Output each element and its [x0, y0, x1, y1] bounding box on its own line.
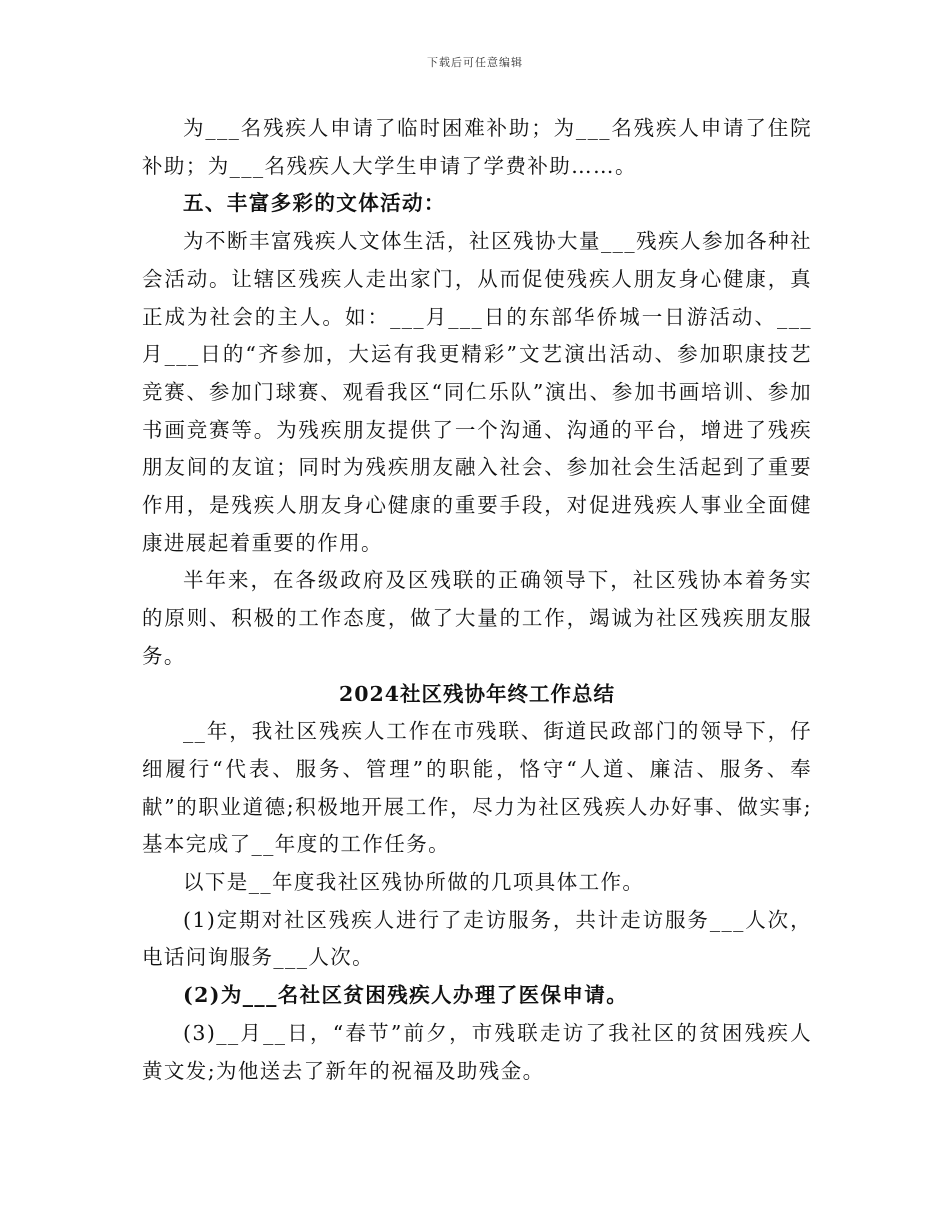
- paragraph-item-1: (1)定期对社区残疾人进行了走访服务，共计走访服务___人次，电话问询服务___人次。: [142, 907, 812, 970]
- document-title: 2024社区残协年终工作总结: [338, 681, 616, 706]
- document-body: [142, 110, 812, 1090]
- paragraph-subsidies: 为___名残疾人申请了临时困难补助；为___名残疾人申请了住院补助；为___名残疾人大学生申请了学费补助……。: [142, 116, 812, 178]
- paragraph-half-year-summary: 半年来，在各级政府及区残联的正确领导下，社区残协本着务实的原则、积极的工作态度，做了大量的工作，竭诚为社区残疾朋友服务。: [142, 568, 812, 668]
- paragraph-work-list-intro: 以下是__年度我社区残协所做的几项具体工作。: [183, 870, 645, 895]
- section-heading-cultural-activities: 五、丰富多彩的文体活动：: [183, 191, 446, 216]
- paragraph-item-2: (2)为___名社区贫困残疾人办理了医保申请。: [183, 983, 629, 1008]
- paragraph-annual-intro: __年，我社区残疾人工作在市残联、街道民政部门的领导下，仔细履行“代表、服务、管理”的职能，恪守“人道、廉洁、服务、奉献”的职业道德;积极地开展工作，尽力为社区残疾人办好事、做实事;基本完成了__年度的工作任务。: [142, 719, 812, 857]
- page-header: 下载后可任意编辑: [427, 56, 523, 69]
- paragraph-item-3: (3)__月__日，“春节”前夕，市残联走访了我社区的贫困残疾人黄文发;为他送去了新年的祝福及助残金。: [142, 1020, 812, 1083]
- paragraph-cultural-activities: 为不断丰富残疾人文体生活，社区残协大量___残疾人参加各种社会活动。让辖区残疾人走出家门，从而促使残疾人朋友身心健康，真正成为社会的主人。如：___月___日的东部华侨城一日游活动、___月___日的“齐参加，大运有我更精彩”文艺演出活动、参加职康技艺竞赛、参加门球赛、观看我区“同仁乐队”演出、参加书画培训、参加书画竞赛等。为残疾朋友提供了一个沟通、沟通的平台，增进了残疾朋友间的友谊；同时为残疾朋友融入社会、参加社会生活起到了重要作用，是残疾人朋友身心健康的重要手段，对促进残疾人事业全面健康进展起着重要的作用。: [142, 229, 812, 555]
